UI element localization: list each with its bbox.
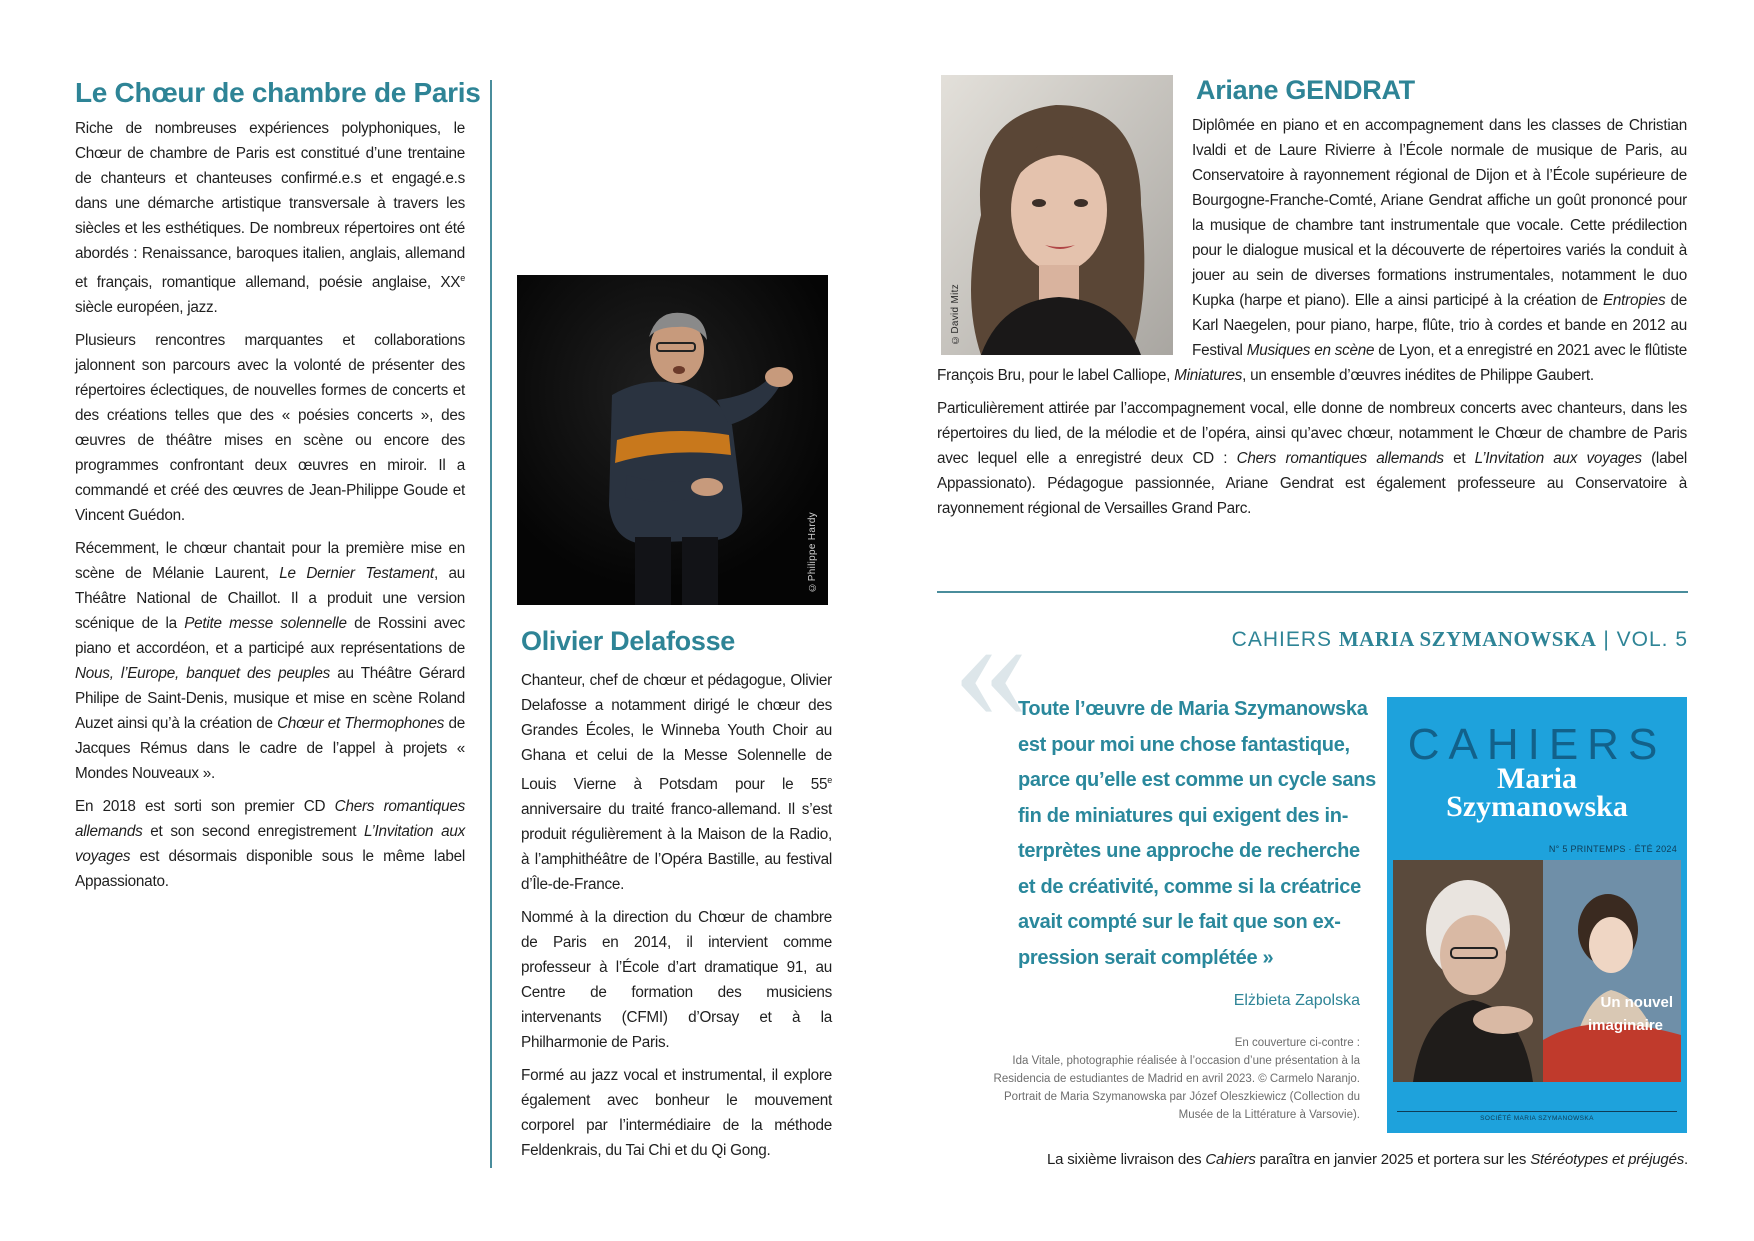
caption-line: Residencia de estudiantes de Madrid en avril 2023. © Carmelo Naranjo. [993, 1073, 1360, 1085]
quote-author: Elżbieta Zapolska [1233, 992, 1360, 1009]
caption-line: Ida Vitale, photographie réalisée à l’occasion d’une présentation à la [1012, 1055, 1360, 1067]
cover-word: CAHIERS [1407, 720, 1667, 769]
ariane-photo-credit: ©David Mitz [950, 284, 961, 345]
quote-line: est pour moi une chose fantastique, [1018, 733, 1350, 756]
cover-issue-row [1549, 844, 1677, 854]
quote-line: fin de miniatures qui exigent des in- [1018, 804, 1349, 827]
choeur-paragraph-1: Riche de nombreuses expériences polyphoniques, le Chœur de chambre de Paris est constitué d’une trentaine de chanteurs et chanteuses confirmé.e.s et engagé.e.s dans une démarche artistique transversale à travers les siècles et les esthétiques. De nombreux répertoires ont été abordés : Renaissance, baroques italien, anglais, allemand et français, romantique allemand, poésie anglaise, XXe siècle européen, jazz. [75, 120, 465, 317]
olivier-text [521, 668, 832, 1163]
olivier-photo-illustration [517, 275, 828, 605]
ariane-paragraph-1: Diplômée en piano et en accompagnement dans les classes de Christian Ivaldi et de Laure Rivierre à l’École normale de musique de Paris, au Conservatoire à rayonnement régional de Dijon et à l’École supérieure de Bourgogne-Franche-Comté, Ariane Gendrat affiche un goût prononcé pour la musique de chambre tant instrumentale que vocale. Cette prédilection pour le dialogue musical et la découverte de répertoires variés la conduit à jouer au sein de diverses formations instrumentales, notamment le duo Kupka (harpe et piano). Elle a ainsi participé à la création de Entropies de Karl Naegelen, pour piano, harpe, flûte, trio à cordes et bande en 2012 au Festival Musiques en scène de Lyon, et a enregistré en 2021 avec le flûtiste François Bru, pour le label Calliope, Miniatures, un ensemble d’œuvres inédites de Philippe Gaubert. [937, 113, 1687, 388]
choeur-paragraph-4: En 2018 est sorti son premier CD Chers romantiques allemands et son second enregistrement L’Invitation aux voyages est désormais disponible sous le même label Appassionato. [75, 798, 465, 891]
choeur-paragraph-2: Plusieurs rencontres marquantes et collaborations jalonnent son parcours avec la volonté de présenter des répertoires éclectiques, de nouvelles formes de concerts et des créations telles que des « poésies concerts », des œuvres de théâtre mises en scène ou encore des programmes confrontant deux œuvres en miroir. Il a commandé et créé des œuvres de Jean-Philippe Goude et Vincent Guédon. [75, 332, 465, 525]
cahiers-header-volume: VOL. 5 [1616, 628, 1688, 651]
olivier-paragraph-3: Formé au jazz vocal et instrumental, il explore également avec bonheur le mouvement corporel par l’intermédiaire de la méthode Feldenkrais, du Tai Chi et du Qi Gong. [521, 1067, 832, 1160]
cover-subtitle-line-1: Un nouvel [1600, 994, 1673, 1011]
cover-subtitle-line-2: imaginaire [1587, 1017, 1663, 1034]
ariane-text [937, 113, 1687, 521]
photo-wrap-spacer [937, 113, 1192, 363]
choeur-paragraph-3: Récemment, le chœur chantait pour la première mise en scène de Mélanie Laurent, Le Dernier Testament, au Théâtre National de Chaillot. Il a produit une version scénique de la Petite messe solennelle de Rossini avec piano et accordéon, et a participé aux représentations de Nous, l’Europe, banquet des peuples au Théâtre Gérard Philipe de Saint-Denis, musique et mise en scène Roland Auzet ainsi qu’à la création de Chœur et Thermophones de Jacques Rémus dans le cadre de l’appel à projets « Mondes Nouveaux ». [75, 540, 466, 783]
quote-line: parce qu’elle est comme un cycle sans [1018, 769, 1376, 791]
cover-photos [1393, 860, 1681, 1082]
caption-line: Portrait de Maria Szymanowska par Józef Oleszkiewicz (Collection du [1004, 1091, 1360, 1103]
olivier-paragraph-1: Chanteur, chef de chœur et pédagogue, Olivier Delafosse a notamment dirigé le chœur des Grandes Écoles, le Winneba Youth Choir au Ghana et celui de la Messe Solennelle de Louis Vierne à Potsdam pour le 55e anniversaire du traité franco-allemand. Il s’est produit régulièrement à la Maison de la Radio, à l’amphithéâtre de l’Opéra Bastille, au festival d’Île-de-France. [521, 672, 832, 894]
cover-name-line-2: Szymanowska [1446, 790, 1628, 823]
olivier-photo-credit: ©Philippe Hardy [807, 512, 818, 593]
magazine-cover [1387, 697, 1687, 1133]
quote-line: Toute l’œuvre de Maria Szymanowska [1018, 698, 1368, 720]
cover-caption [910, 1034, 1360, 1124]
cahiers-header [1100, 624, 1688, 655]
cahiers-header-name: MARIA SZYMANOWSKA [1338, 627, 1597, 651]
choeur-text [75, 116, 465, 894]
quote-line: pression serait complétée » [1018, 946, 1274, 969]
quote-text [1018, 692, 1378, 976]
cover-footer: SOCIÉTÉ MARIA SZYMANOWSKA [1480, 1115, 1594, 1122]
quote-line: avait compté sur le fait que son ex- [1018, 911, 1341, 933]
cahiers-header-separator: | [1603, 628, 1610, 651]
section-divider [937, 591, 1688, 593]
olivier-paragraph-2: Nommé à la direction du Chœur de chambre de Paris en 2014, il intervient comme professeur à l’École d’art dramatique 91, au Centre de formation des musiciens intervenants (CFMI) d’Orsay et à la Philharmonie de Paris. [521, 909, 832, 1052]
cahiers-header-prefix: CAHIERS [1231, 628, 1333, 651]
quote-line: terprètes une approche de recherche [1018, 840, 1360, 862]
ariane-paragraph-2: Particulièrement attirée par l’accompagnement vocal, elle donne de nombreux concerts avec chanteurs, dans les répertoires du lied, de la mélodie et de l’opéra, ainsi qu’avec chœur, notamment le Chœur de chambre de Paris avec lequel elle a enregistré deux CD : Chers romantiques allemands et L’Invitation aux voyages (label Appassionato). Pédagogue passionnée, Ariane Gendrat est également professeure au Conservatoire à rayonnement régional de Versailles Grand Parc. [937, 400, 1688, 517]
caption-line: En couverture ci-contre : [1234, 1037, 1360, 1049]
column-divider-1 [490, 80, 492, 1168]
footer-note: La sixième livraison des Cahiers paraîtra en janvier 2025 et portera sur les Stéréotypes et préjugés. [1046, 1151, 1688, 1168]
quote-mark-icon: « [953, 584, 1028, 750]
cover-issue-number: N° 5 [1548, 844, 1568, 854]
olivier-photo [517, 275, 828, 605]
cover-footer-rule [1397, 1111, 1677, 1112]
cover-name-line-1: Maria [1497, 762, 1577, 795]
choeur-title: Le Chœur de chambre de Paris [75, 77, 481, 108]
cover-season: PRINTEMPS · ÉTÉ 2024 [1570, 844, 1677, 854]
ariane-title: Ariane GENDRAT [1196, 75, 1415, 105]
quote-line: et de créativité, comme si la créatrice [1018, 875, 1361, 898]
olivier-title: Olivier Delafosse [521, 626, 736, 656]
caption-line: Musée de la Littérature à Varsovie). [1178, 1109, 1360, 1121]
